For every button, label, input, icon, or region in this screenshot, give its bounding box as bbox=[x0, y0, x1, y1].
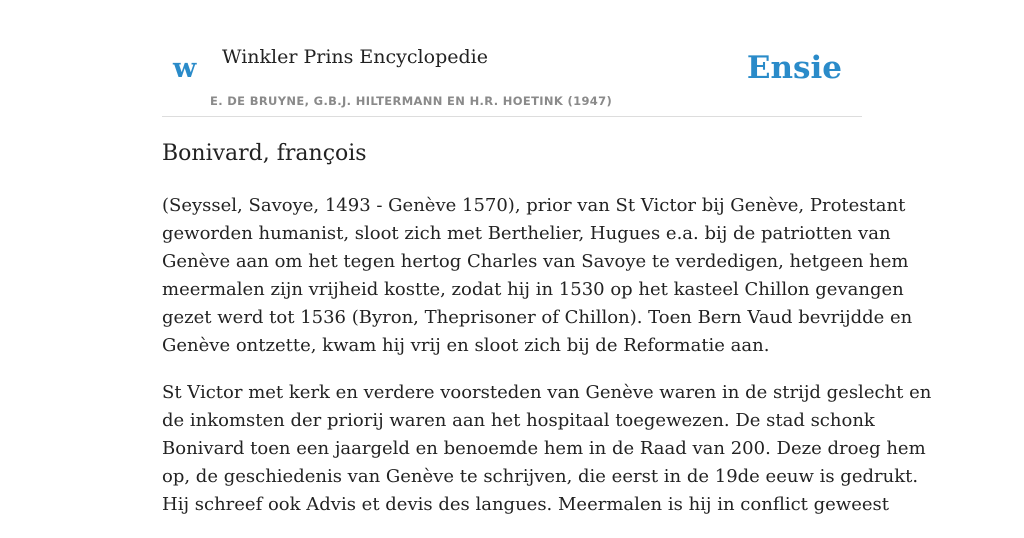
authors-byline: E. DE BRUYNE, G.B.J. HILTERMANN EN H.R. HOETINK (1947) bbox=[210, 94, 613, 108]
text-line: Genève aan om het tegen hertog Charles van Savoye te verdedigen, hetgeen hem bbox=[162, 251, 909, 272]
text-line: op, de geschiedenis van Genève te schrijven, die eerst in de 19de eeuw is gedrukt. bbox=[162, 466, 919, 487]
text-line: St Victor met kerk en verdere voorsteden van Genève waren in de strijd geslecht en bbox=[162, 382, 932, 403]
entry-paragraph-1 bbox=[162, 192, 913, 360]
text-line: Bonivard toen een jaargeld en benoemde hem in de Raad van 200. Deze droeg hem bbox=[162, 438, 926, 459]
site-title-link[interactable]: Winkler Prins Encyclopedie bbox=[222, 46, 488, 68]
site-logo[interactable]: w bbox=[173, 53, 197, 84]
entry-title: Bonivard, françois bbox=[162, 141, 367, 166]
site-header bbox=[162, 0, 862, 117]
text-line: de inkomsten der priorij waren aan het hospitaal toegewezen. De stad schonk bbox=[162, 410, 875, 431]
article-page bbox=[162, 0, 932, 515]
text-line: Genève ontzette, kwam hij vrij en sloot zich bij de Reformatie aan. bbox=[162, 335, 770, 356]
text-line: (Seyssel, Savoye, 1493 - Genève 1570), prior van St Victor bij Genève, Protestant bbox=[162, 195, 906, 216]
entry-paragraph-2 bbox=[162, 379, 932, 519]
entry-body bbox=[162, 192, 932, 538]
text-line: meermalen zijn vrijheid kostte, zodat hij in 1530 op het kasteel Chillon gevangen bbox=[162, 279, 904, 300]
text-line: Hij schreef ook Advis et devis des langues. Meermalen is hij in conflict geweest bbox=[162, 494, 889, 515]
text-line: geworden humanist, sloot zich met Berthelier, Hugues e.a. bij de patriotten van bbox=[162, 223, 891, 244]
brand-logo-link[interactable]: Ensie bbox=[746, 50, 842, 86]
text-line: gezet werd tot 1536 (Byron, Theprisoner of Chillon). Toen Bern Vaud bevrijdde en bbox=[162, 307, 913, 328]
